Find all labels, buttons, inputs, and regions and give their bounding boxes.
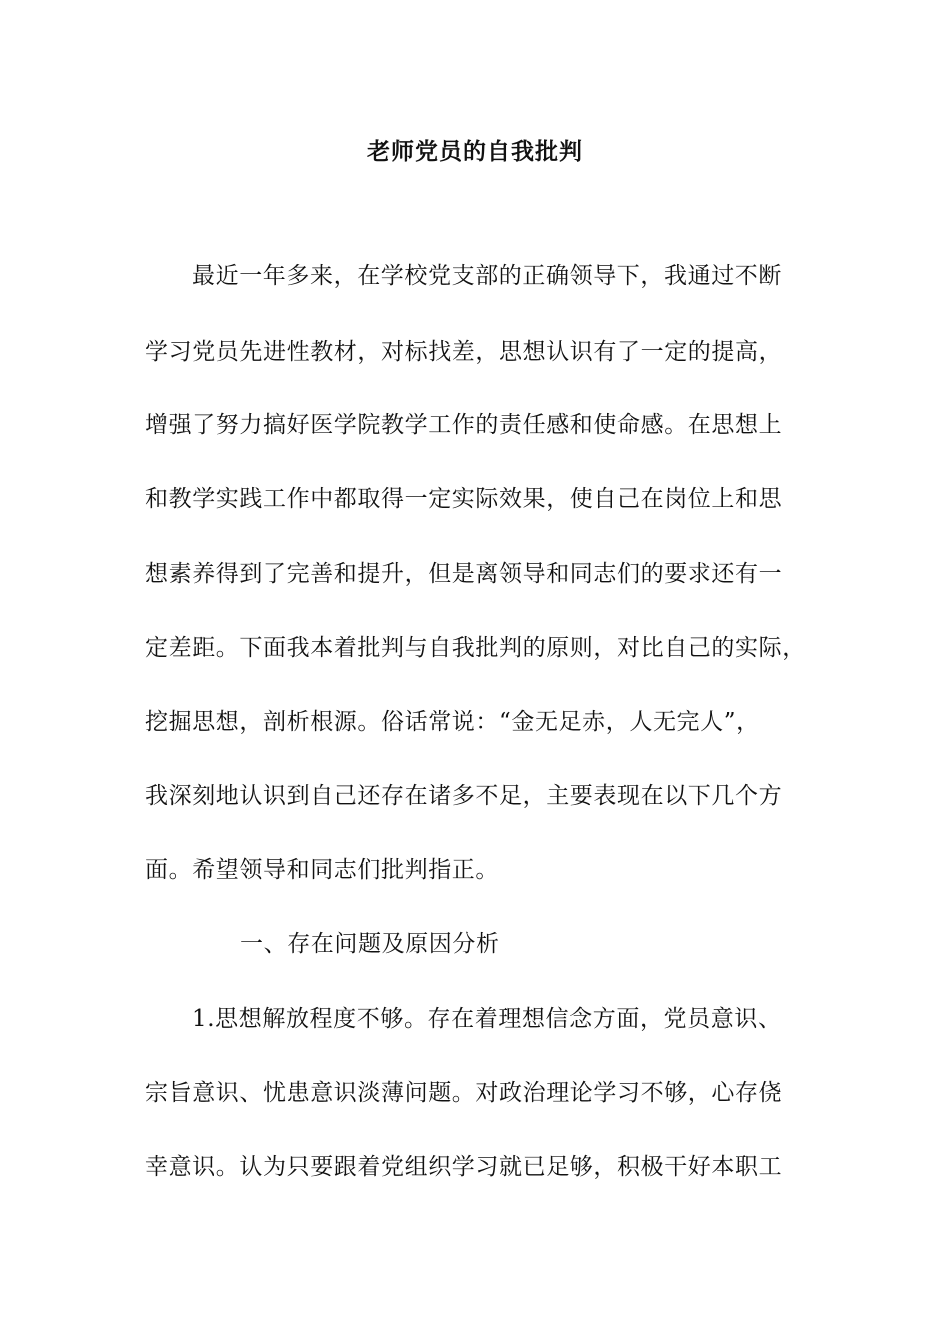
paragraph-line: 想素养得到了完善和提升，但是离领导和同志们的要求还有一 (145, 561, 783, 587)
paragraph-line: 面。希望领导和同志们批判指正。 (145, 857, 499, 883)
paragraph-line: 增强了努力搞好医学院教学工作的责任感和使命感。在思想上 (145, 412, 783, 438)
paragraph-line: 宗旨意识、忧患意识淡薄问题。对政治理论学习不够，心存侥 (145, 1080, 783, 1106)
paragraph-line: 挖掘思想，剖析根源。俗话常说：“金无足赤，人无完人”， (145, 709, 760, 735)
paragraph-line: 我深刻地认识到自己还存在诸多不足，主要表现在以下几个方 (145, 783, 783, 809)
section-heading: 一、存在问题及原因分析 (240, 931, 500, 957)
paragraph-line: 幸意识。认为只要跟着党组织学习就已足够，积极干好本职工 (145, 1154, 783, 1180)
paragraph-line: 定差距。下面我本着批判与自我批判的原则，对比自己的实际， (145, 635, 806, 661)
paragraph-line: 和教学实践工作中都取得一定实际效果，使自己在岗位上和思 (145, 486, 783, 512)
paragraph-line: 最近一年多来，在学校党支部的正确领导下，我通过不断 (192, 263, 782, 289)
paragraph-line: 学习党员先进性教材，对标找差，思想认识有了一定的提高， (145, 339, 783, 365)
document-title: 老师党员的自我批判 (367, 138, 583, 165)
paragraph-line: 1.思想解放程度不够。存在着理想信念方面，党员意识、 (192, 1006, 782, 1032)
